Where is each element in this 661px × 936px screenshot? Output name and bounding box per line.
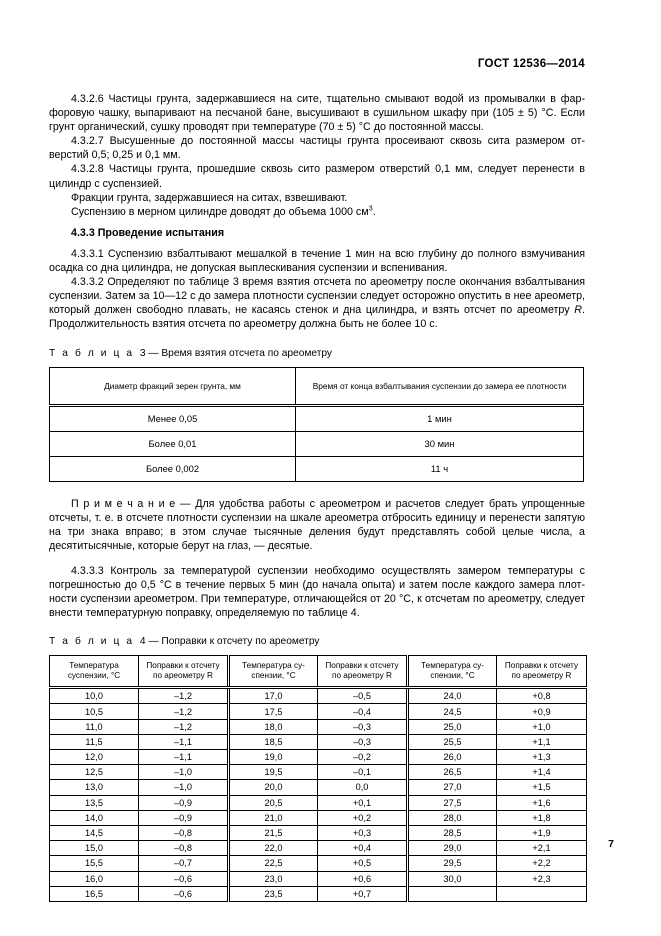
table-4-cell-temperature: 11,5 [50,734,139,749]
table-4-cell-temperature: 10,0 [50,688,139,704]
table-4-cell-correction: +0,6 [318,871,408,886]
paragraph-fractions: Фракции грунта, задержавшиеся на ситах, взвешивают. [71,191,348,204]
table-4-cell-temperature: 21,0 [229,810,318,825]
table-4-cell-temperature: 12,0 [50,750,139,765]
header-line-1: Температура [69,660,119,670]
table-3-cell-diameter: Более 0,01 [50,431,296,456]
table-4-cell-temperature: 14,0 [50,810,139,825]
table-4-cell-correction: +0,3 [318,825,408,840]
table-3-cell-diameter: Более 0,002 [50,456,296,481]
table-4-cell-correction: +0,1 [318,795,408,810]
header-line-1: Поправки к отсчету [504,660,579,670]
table-row [50,810,587,825]
table-4-cell-temperature: 22,5 [229,856,318,871]
table-4-cell-temperature: 23,5 [229,886,318,901]
table-4-cell-temperature: 29,5 [408,856,497,871]
table-4-cell-correction: –0,1 [318,765,408,780]
page-content [49,58,585,902]
table-4-cell-temperature: 27,0 [408,780,497,795]
table-4-cell-correction: –0,4 [318,704,408,719]
table-4-cell-temperature: 15,0 [50,841,139,856]
table-row [50,431,584,456]
standard-reference-header: ГОСТ 12536—2014 [477,58,585,70]
table-4-caption-title: Поправки к отсчету по ареометру [161,636,320,648]
table-4-cell-correction: –0,6 [139,871,229,886]
table-row [50,750,587,765]
table-4-cell-temperature: 27,5 [408,795,497,810]
note-label: П р и м е ч а н и е [71,497,176,510]
table-row [50,795,587,810]
table-4-cell-correction: –1,1 [139,750,229,765]
table-row [50,825,587,840]
paragraph-4-3-2-8: 4.3.2.8 Частицы грунта, прошедшие сквозь сито размером отверстий 0,1 мм, следует перенести в цилиндр с суспензией. [49,163,585,190]
table-4-cell-temperature: 28,0 [408,810,497,825]
note-text: — Для удобства работы с ареометром и расчетов следует брать упрощенные отсчеты, т. е. в отсчете плотности суспензии на шкале ареометра отбросить единицу и перенести запятую на три знака вправо; в этом случае тысячные деления будут представлять собой целые числа, а десятитысячные, которые берут на глаз, — десятые. [49,497,585,552]
paragraph-suspension-volume [49,205,585,219]
table-4-cell-correction: +0,4 [318,841,408,856]
table-4-cell-correction: +1,3 [497,750,587,765]
suspension-text-end: . [372,205,376,218]
hydrometer-symbol-r: R [574,304,583,317]
header-line-2: по ареометру R [332,671,392,681]
table-4-cell-temperature: 25,5 [408,734,497,749]
table-4-cell-temperature: 15,5 [50,856,139,871]
table-4-cell-temperature: 14,5 [50,825,139,840]
header-line-2: суспензии, °С [67,671,121,681]
table-4-cell-correction: +1,6 [497,795,587,810]
table-3-caption [49,347,585,360]
table-4-cell-temperature: 16,5 [50,886,139,901]
table-3-caption-title: Время взятия отсчета по ареометру [161,347,333,359]
table-3-col-header-time: Время от конца взбалтывания суспензии до замера ее плотности [296,367,584,405]
table-4-cell-correction: –0,8 [139,825,229,840]
table-4-cell-correction: –1,2 [139,719,229,734]
spacer [49,482,585,497]
table-3-cell-time: 11 ч [296,456,584,481]
table-row [50,871,587,886]
suspension-text-main: Суспензию в мерном цилиндре доводят до объема 1000 см [71,205,369,218]
table-4-cell-correction: –1,2 [139,704,229,719]
table-4-cell-correction: –0,3 [318,734,408,749]
table-4-cell-correction: +2,1 [497,841,587,856]
table-row [50,704,587,719]
table-4-cell-correction: –0,9 [139,810,229,825]
table-3-body [50,405,584,481]
spacer [49,219,585,226]
table-4-cell-correction: –0,7 [139,856,229,871]
table-4-header-row [50,656,587,688]
table-4-cell-temperature: 23,0 [229,871,318,886]
paragraph-4-3-3-2 [49,275,585,331]
table-4-cell-temperature: 26,0 [408,750,497,765]
table-4-cell-correction: 0,0 [318,780,408,795]
table-4-cell-temperature: 19,0 [229,750,318,765]
table-3-caption-dash: — [148,347,159,359]
paragraph-4-3-2-7: 4.3.2.7 Высушенные до постоянной массы частицы грунта просеивают сквозь сита размером отверстий 0,5; 0,25 и 0,1 мм. [49,135,585,162]
table-4-caption-prefix: Т а б л и ц а [49,636,135,648]
spacer [49,553,585,564]
table-4-cell-correction: –1,1 [139,734,229,749]
table-row [50,456,584,481]
table-4-cell-temperature: 19,5 [229,765,318,780]
paragraph-4-3-3-2-part1: 4.3.3.2 Определяют по таблице 3 время взятия отсчета по ареометру после окончания взбалтывания суспензии. Затем за 10—12 с до замера плотности суспензии следует осторожно опустить в нее ареометр, который должен свободно плавать, не касаясь стенок и дна цилиндра, и взять отсчет по ареометру [49,276,585,317]
table-row [50,841,587,856]
table-row [50,856,587,871]
table-4-cell-correction: +0,8 [497,688,587,704]
table-4-cell-correction: +1,8 [497,810,587,825]
header-line-2: по ареометру R [511,671,572,681]
note-block [49,497,585,553]
table-3-caption-number: 3 [139,347,146,359]
spacer [49,332,585,347]
table-3-header-row [50,367,584,405]
table-4-cell-correction: +2,3 [497,871,587,886]
table-4-cell-correction: +0,9 [497,704,587,719]
table-4-cell-correction: +1,0 [497,719,587,734]
table-4-cell-temperature: 16,0 [50,871,139,886]
table-4-cell-temperature: 20,0 [229,780,318,795]
table-4-col-header-correction-1 [139,656,229,688]
spacer [49,360,585,367]
table-4-cell-correction: –0,9 [139,795,229,810]
table-4-body [50,688,587,902]
table-4-col-header-temperature-2 [229,656,318,688]
table-4-col-header-temperature-3 [408,656,497,688]
table-4-caption-number: 4 [139,636,146,648]
table-4-cell-temperature: 18,5 [229,734,318,749]
table-4-cell-correction: –0,2 [318,750,408,765]
table-4-cell-temperature: 10,5 [50,704,139,719]
header-line-1: Температура су- [242,660,305,670]
table-4-caption-dash: — [148,636,159,648]
table-3-cell-time: 30 мин [296,431,584,456]
table-4-cell-temperature: 30,0 [408,871,497,886]
table-row [50,886,587,901]
spacer [49,620,585,635]
table-4-cell-temperature: 24,0 [408,688,497,704]
heading-4-3-3: 4.3.3 Проведение испытания [71,226,225,239]
table-4-cell-correction: +1,9 [497,825,587,840]
table-4-cell-temperature: 17,5 [229,704,318,719]
table-4-cell-correction: +0,5 [318,856,408,871]
spacer [49,240,585,247]
header-line-1: Поправки к отсчету [325,660,399,670]
table-4-col-header-correction-2 [318,656,408,688]
paragraph-4-3-3-1: 4.3.3.1 Суспензию взбалтывают мешалкой в течение 1 мин на всю глубину до полного взмучивания осадка со дна цилиндра, не допуская выплескивания суспензии и вспенивания. [49,247,585,275]
table-4-cell-temperature: 25,0 [408,719,497,734]
table-4-col-header-correction-3 [497,656,587,688]
table-4-cell-temperature: 18,0 [229,719,318,734]
table-4-cell-temperature: 13,0 [50,780,139,795]
table-4-cell-correction: +1,5 [497,780,587,795]
table-row [50,405,584,431]
table-4-cell-correction: –1,2 [139,688,229,704]
header-line-2: спензии, °С [430,671,475,681]
table-4-cell-temperature [408,886,497,901]
header-line-2: спензии, °С [251,671,296,681]
table-4-cell-correction: –1,0 [139,765,229,780]
table-4-cell-correction: +0,7 [318,886,408,901]
table-3-cell-diameter: Менее 0,05 [50,405,296,431]
paragraph-4-3-2-6: 4.3.2.6 Частицы грунта, задержавшиеся на сите, тщательно смывают водой из промывалки в фарфоровую чашку, выпаривают на песчаной бане, высушивают в сушильном шкафу при (105 ± 5) °С. Если грунт органический, сушку проводят при температуре (70 ± 5) °С до постоянной массы. [49,93,585,134]
paragraph-4-3-3-3: 4.3.3.3 Контроль за температурой суспензии необходимо осуществлять замером температуры с погрешностью до 0,5 °С в течение первых 5 мин (до начала опыта) и затем после каждого замера плотности суспензии ареометром. При температуре, отличающейся от 20 °С, к отсчетам по ареометру, следует внести температурную поправку, определяемую по таблице 4. [49,564,585,620]
table-4-cell-temperature: 12,5 [50,765,139,780]
header-line-1: Температура су- [421,660,484,670]
table-4-cell-correction: –1,0 [139,780,229,795]
table-4-cell-temperature: 21,5 [229,825,318,840]
table-4-cell-temperature: 28,5 [408,825,497,840]
table-row [50,719,587,734]
table-4-cell-temperature: 22,0 [229,841,318,856]
page-number: 7 [608,838,614,850]
table-row [50,780,587,795]
table-4-cell-temperature: 11,0 [50,719,139,734]
table-4-col-header-temperature-1 [50,656,139,688]
table-4-caption [49,635,585,648]
header-line-1: Поправки к отсчету [146,660,220,670]
table-4-cell-temperature: 29,0 [408,841,497,856]
table-4-cell-temperature: 20,5 [229,795,318,810]
table-4-cell-correction [497,886,587,901]
table-3-caption-prefix: Т а б л и ц а [49,347,135,359]
cubic-exponent: 3 [368,203,373,213]
spacer [49,648,585,655]
table-time-of-hydrometer-reading [49,367,584,482]
table-row [50,688,587,704]
table-4-cell-temperature: 17,0 [229,688,318,704]
table-4-cell-correction: +1,1 [497,734,587,749]
table-row [50,734,587,749]
table-4-cell-temperature: 24,5 [408,704,497,719]
table-4-cell-correction: –0,3 [318,719,408,734]
paragraph-4-3-3-2-part2: . Продолжительность взятия отсчета по ареометру должна быть не более 10 с. [49,304,585,331]
table-3-col-header-diameter: Диаметр фракций зерен грунта, мм [50,367,296,405]
table-row [50,765,587,780]
table-4-cell-correction: +2,2 [497,856,587,871]
table-hydrometer-corrections [49,655,587,902]
table-3-cell-time: 1 мин [296,405,584,431]
table-4-cell-correction: –0,5 [318,688,408,704]
table-4-cell-correction: –0,8 [139,841,229,856]
header-line-2: по ареометру R [153,671,213,681]
table-4-cell-temperature: 26,5 [408,765,497,780]
table-4-cell-correction: –0,6 [139,886,229,901]
table-4-cell-temperature: 13,5 [50,795,139,810]
table-4-cell-correction: +1,4 [497,765,587,780]
table-4-cell-correction: +0,2 [318,810,408,825]
